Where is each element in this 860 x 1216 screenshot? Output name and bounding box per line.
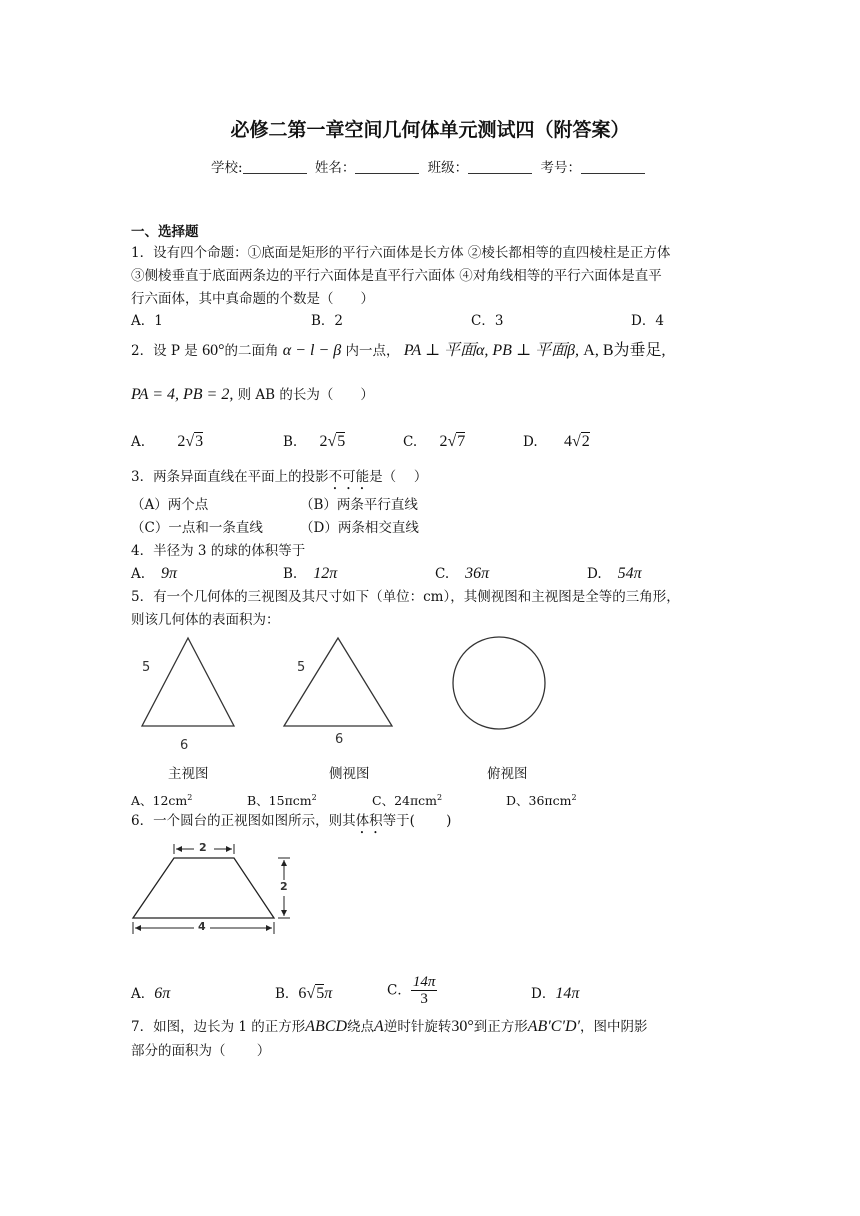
pi: π	[324, 985, 333, 1002]
q1-option-c: C．3	[471, 313, 504, 329]
q4-b-value: 12π	[313, 565, 338, 582]
q4-a-value: 9π	[161, 565, 178, 582]
q7-text-e: ，图中阴影	[580, 1019, 648, 1035]
trapezoid	[133, 858, 274, 918]
frustum-figure	[128, 838, 303, 938]
q3-stem-a: 3．两条异面直线在平面上的投影	[131, 469, 329, 485]
q5-d-text: D、36πcm	[506, 793, 572, 809]
q3-stem	[131, 467, 427, 493]
unit-sup: 2	[311, 793, 317, 802]
q2-condition-2: PA = 4, PB = 2,	[131, 386, 234, 403]
q4-option-a	[131, 564, 177, 584]
number-blank[interactable]	[581, 159, 645, 174]
q2-prefix: 2．设 P 是	[131, 343, 198, 359]
option-label: C.	[403, 434, 418, 450]
q5-a-text: A、12cm	[131, 793, 188, 809]
q2-a-value: 2√3	[177, 433, 204, 450]
q7-square-1: ABCD	[305, 1018, 348, 1035]
q5-line2: 则该几何体的表面积为：	[131, 612, 280, 628]
q7-text-b: 绕点	[347, 1019, 375, 1035]
radicand: 7	[457, 433, 466, 450]
coef: 2	[319, 433, 328, 450]
page-title: 必修二第一章空间几何体单元测试四（附答案）	[230, 119, 630, 141]
q6-stem-b: 等于( )	[382, 813, 452, 829]
q2-stem-2	[131, 385, 374, 405]
q2-option-b	[283, 432, 345, 452]
radicand: 2	[581, 433, 590, 450]
q2-mid: 的二面角	[224, 343, 279, 359]
q6-emphasis: 体积	[355, 813, 383, 829]
side-base-label: 6	[335, 732, 344, 747]
number-label: 考号：	[540, 160, 581, 176]
option-label: C.	[435, 566, 450, 582]
unit-sup: 2	[571, 793, 577, 802]
coef: 2	[439, 433, 448, 450]
name-label: 姓名：	[314, 160, 356, 176]
radicand: 3	[195, 433, 204, 450]
q6-option-c	[387, 974, 437, 1007]
top-view-circle	[453, 637, 545, 729]
arrow	[176, 846, 182, 852]
frustum-height-label: 2	[280, 880, 288, 893]
q3-option-c: （C）一点和一条直线	[131, 520, 263, 536]
option-label: D.	[523, 434, 538, 450]
option-label: B．	[275, 986, 299, 1002]
unit-sup: 2	[187, 793, 193, 802]
q5-option-d	[506, 788, 577, 811]
q6-option-a	[131, 984, 170, 1004]
q2-option-c	[403, 432, 465, 452]
radicand: 5	[337, 433, 346, 450]
q2-d-value: 4√2	[563, 433, 590, 450]
q2-c-value: 2√7	[439, 433, 466, 450]
q5-c-text: C、24πcm	[372, 793, 438, 809]
top-view-caption: 俯视图	[487, 766, 528, 782]
q2-b-value: 2√5	[319, 433, 346, 450]
frustum-top-label: 2	[199, 841, 207, 854]
q5-option-b	[247, 788, 317, 811]
option-label: A.	[131, 566, 146, 582]
q2-condition: PA ⊥ 平面α, PB ⊥ 平面β,	[403, 342, 579, 359]
q2-tail: A, B为垂足,	[583, 342, 666, 359]
coef: 6	[298, 985, 307, 1002]
q7-line1	[131, 1017, 648, 1037]
q2-tail-2: 则 AB 的长为（ ）	[237, 387, 374, 403]
arrow	[135, 925, 141, 931]
q1-option-d: D．4	[631, 313, 664, 329]
q4-option-c	[435, 564, 489, 584]
q2-dihedral: α − l − β	[282, 342, 342, 359]
q6-a-value: 6π	[154, 985, 171, 1002]
q6-option-d	[531, 984, 579, 1004]
section-heading: 一、选择题	[131, 224, 199, 240]
name-blank[interactable]	[355, 159, 419, 174]
denominator: 3	[420, 991, 428, 1007]
q1-option-b: B．2	[311, 313, 344, 329]
school-blank[interactable]	[243, 159, 307, 174]
front-view-caption: 主视图	[168, 766, 209, 782]
unit-sup: 2	[437, 793, 443, 802]
q2-mid2: 内一点，	[345, 343, 400, 359]
q2-option-d	[523, 432, 590, 452]
q6-stem-a: 6．一个圆台的正视图如图所示，则其	[131, 813, 356, 829]
q3-option-b: （B）两条平行直线	[300, 497, 418, 513]
q4-d-value: 54π	[617, 565, 642, 582]
option-label: D．	[531, 986, 556, 1002]
arrow	[266, 925, 272, 931]
coef: 2	[177, 433, 186, 450]
q5-option-a	[131, 788, 192, 811]
q3-option-a: （A）两个点	[131, 497, 209, 513]
side-view-triangle	[284, 638, 392, 726]
q1-line2: ③侧棱垂直于底面两条边的平行六面体是直平行六面体 ④对角线相等的平行六面体是直平	[131, 268, 662, 284]
arrow	[226, 846, 232, 852]
q7-point: A	[374, 1018, 384, 1035]
option-label: A．	[131, 986, 155, 1002]
q7-text-c: 逆时针旋转	[383, 1019, 452, 1035]
class-label: 班级：	[427, 160, 469, 176]
q6-d-value: 14π	[555, 985, 580, 1002]
option-label: B.	[283, 434, 298, 450]
q1-line1: 1．设有四个命题：①底面是矩形的平行六面体是长方体 ②棱长都相等的直四棱柱是正方体	[131, 245, 671, 261]
q3-emphasis: 不可能	[328, 469, 370, 485]
numerator: 14π	[412, 974, 436, 990]
front-side-label: 5	[142, 660, 151, 675]
coef: 4	[563, 433, 572, 450]
front-view-triangle	[142, 638, 234, 726]
q7-square-2: AB′C′D′	[527, 1018, 581, 1035]
q2-stem	[131, 341, 666, 361]
q4-c-value: 36π	[465, 565, 490, 582]
q6-option-b	[275, 984, 332, 1004]
q6-stem	[131, 811, 451, 837]
side-view-caption: 侧视图	[329, 766, 370, 782]
front-base-label: 6	[180, 738, 189, 753]
q4-option-b	[283, 564, 337, 584]
option-label: A.	[131, 434, 146, 450]
q7-text-d: 到正方形	[473, 1019, 528, 1035]
q6-c-fraction	[411, 974, 438, 1007]
q4-stem: 4．半径为 3 的球的体积等于	[131, 543, 306, 559]
q6-b-value: 6√5π	[298, 985, 333, 1002]
q4-option-d	[587, 564, 642, 584]
q3-option-d: （D）两条相交直线	[300, 520, 419, 536]
q5-option-c	[372, 788, 442, 811]
q7-text-a: 7．如图，边长为 1 的正方形	[131, 1019, 306, 1035]
student-info	[0, 156, 860, 176]
radicand: 5	[316, 985, 325, 1002]
q7-angle: 30°	[451, 1018, 474, 1035]
q7-line2: 部分的面积为（ ）	[131, 1043, 271, 1059]
arrow	[281, 860, 287, 866]
q3-stem-b: 是（ ）	[369, 469, 428, 485]
option-label: C．	[387, 982, 411, 999]
side-side-label: 5	[297, 660, 306, 675]
option-label: B.	[283, 566, 298, 582]
q5-b-text: B、15πcm	[247, 793, 312, 809]
q5-line1: 5．有一个几何体的三视图及其尺寸如下（单位：cm），其侧视图和主视图是全等的三角形，	[131, 589, 680, 605]
q2-angle: 60°	[202, 342, 225, 359]
option-label: D.	[587, 566, 602, 582]
school-label: 学校:	[211, 160, 243, 176]
frustum-bottom-label: 4	[198, 920, 206, 933]
q1-line3: 行六面体，其中真命题的个数是（ ）	[131, 291, 374, 307]
q1-option-a: A．1	[131, 313, 163, 329]
q2-option-a	[131, 432, 203, 452]
arrow	[281, 910, 287, 916]
class-blank[interactable]	[468, 159, 532, 174]
